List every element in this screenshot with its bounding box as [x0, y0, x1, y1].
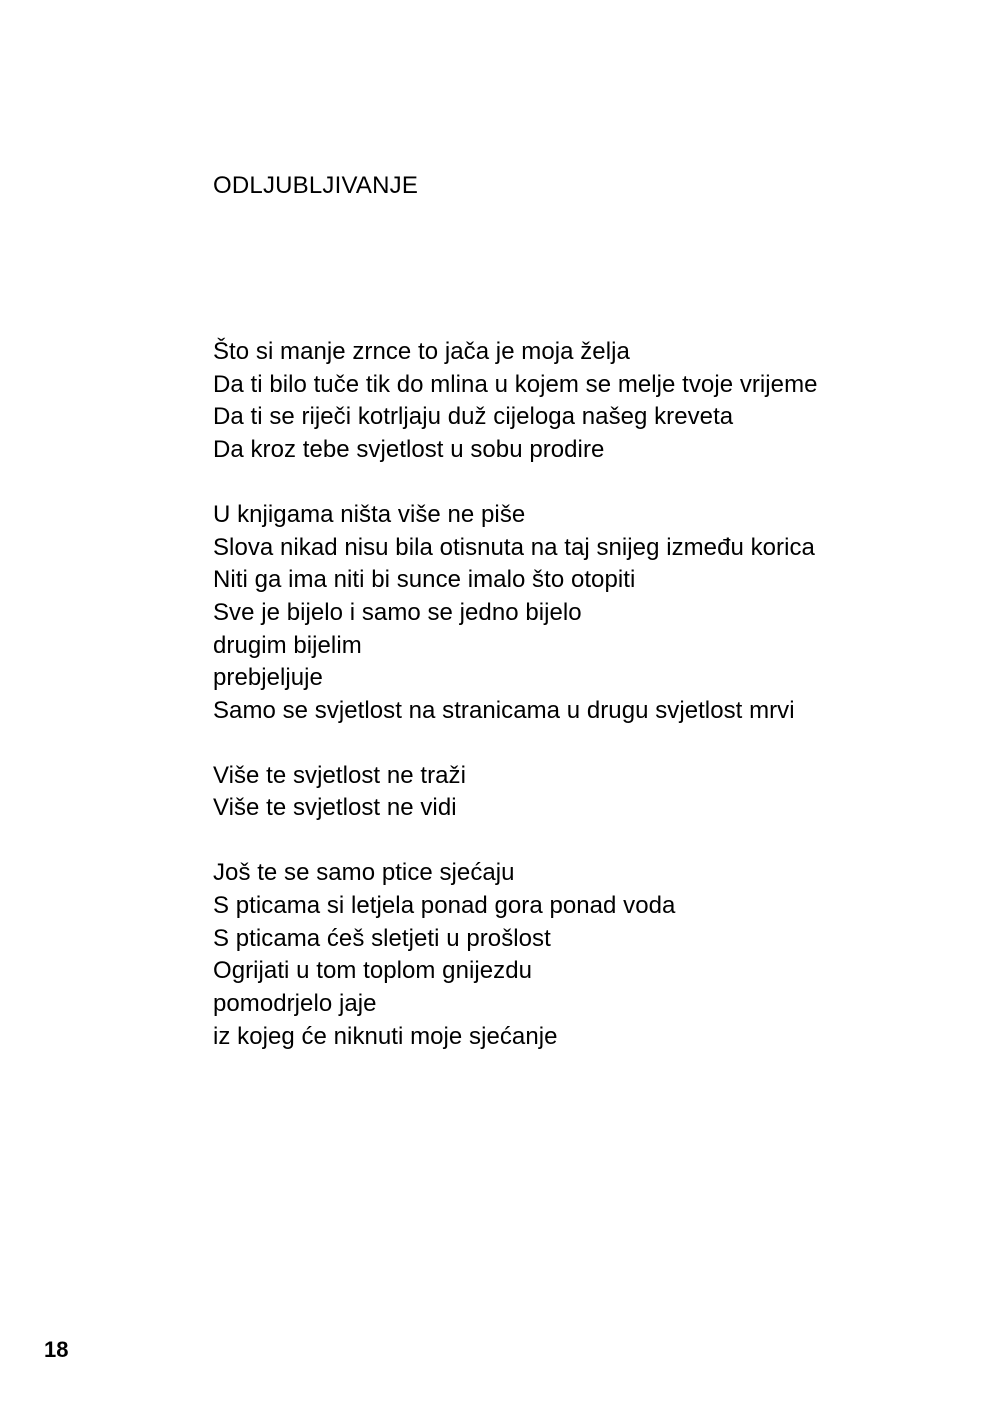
poem-line: Više te svjetlost ne traži — [213, 761, 466, 789]
poem-line: Niti ga ima niti bi sunce imalo što otopiti — [213, 566, 636, 594]
poem-line: Sve je bijelo i samo se jedno bijelo — [213, 598, 582, 626]
page-number: 18 — [44, 1337, 69, 1362]
poem-line: Da ti bilo tuče tik do mlina u kojem se melje tvoje vrijeme — [213, 370, 818, 398]
poem-line: U knjigama ništa više ne piše — [213, 500, 526, 528]
poem-title: ODLJUBLJIVANJE — [213, 172, 419, 199]
poem-line: Slova nikad nisu bila otisnuta na taj snijeg između korica — [213, 533, 815, 561]
stanza-1 — [213, 336, 953, 467]
poem-line: Da ti se riječi kotrljaju duž cijeloga našeg kreveta — [213, 403, 734, 431]
poem-line: Da kroz tebe svjetlost u sobu prodire — [213, 436, 605, 464]
stanza-2 — [213, 499, 953, 728]
poem-line: prebjeljuje — [213, 664, 323, 692]
poem-line: pomodrjelo jaje — [213, 989, 377, 1017]
poem-line: Ogrijati u tom toplom gnijezdu — [213, 957, 532, 985]
poem-line: iz kojeg će niknuti moje sjećanje — [213, 1022, 558, 1050]
poem-line: Što si manje zrnce to jača je moja želja — [213, 338, 630, 365]
poem-body — [213, 336, 953, 1085]
poem-line: S pticama si letjela ponad gora ponad voda — [213, 891, 676, 919]
poem-line: drugim bijelim — [213, 631, 362, 659]
stanza-3 — [213, 760, 953, 825]
poem-line: S pticama ćeš sletjeti u prošlost — [213, 924, 551, 952]
poem-line: Samo se svjetlost na stranicama u drugu svjetlost mrvi — [213, 697, 795, 725]
stanza-4 — [213, 857, 953, 1053]
poem-line: Još te se samo ptice sjećaju — [213, 859, 515, 887]
poem-line: Više te svjetlost ne vidi — [213, 794, 457, 822]
